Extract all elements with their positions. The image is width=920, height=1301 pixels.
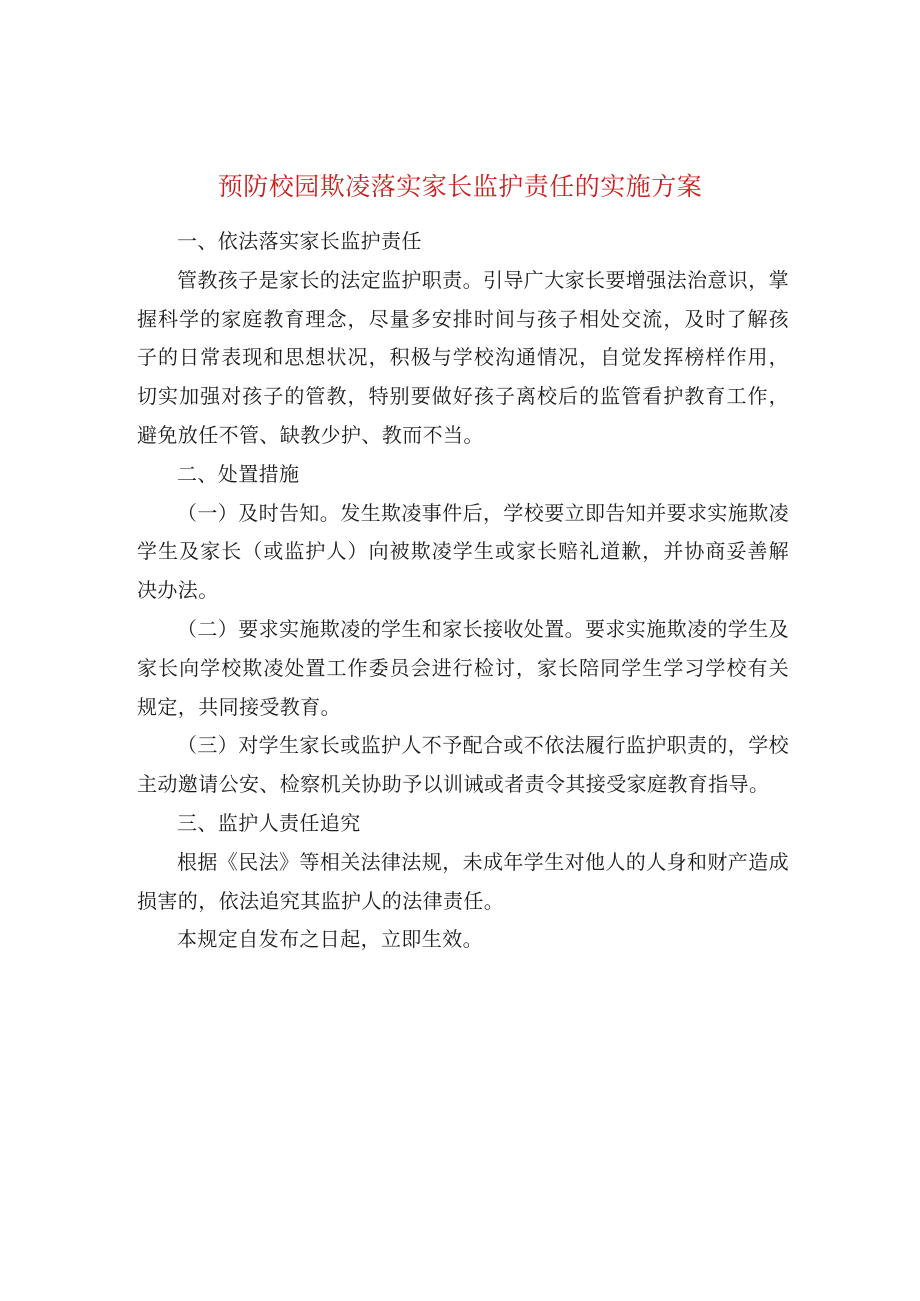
section-2-item-1: （一）及时告知。发生欺凌事件后，学校要立即告知并要求实施欺凌学生及家长（或监护人）向被欺凌学生或家长赔礼道歉，并协商妥善解决办法。 xyxy=(137,500,789,603)
section-1-heading: 一、依法落实家长监护责任 xyxy=(177,229,422,253)
section-2-item-3: （三）对学生家长或监护人不予配合或不依法履行监护职责的，学校主动邀请公安、检察机关协助予以训诫或者责令其接受家庭教育指导。 xyxy=(137,733,789,797)
section-2-item-2: （二）要求实施欺凌的学生和家长接收处置。要求实施欺凌的学生及家长向学校欺凌处置工作委员会进行检讨，家长陪同学生学习学校有关规定，共同接受教育。 xyxy=(137,616,789,719)
section-3-paragraph: 根据《民法》等相关法律法规，未成年学生对他人的人身和财产造成损害的，依法追究其监护人的法律责任。 xyxy=(137,849,789,913)
document-title: 预防校园欺凌落实家长监护责任的实施方案 xyxy=(217,172,703,201)
section-1-paragraph: 管教孩子是家长的法定监护职责。引导广大家长要增强法治意识，掌握科学的家庭教育理念，尽量多安排时间与孩子相处交流，及时了解孩子的日常表现和思想状况，积极与学校沟通情况，自觉发挥榜样作用，切实加强对孩子的管教，特别要做好孩子离校后的监管看护教育工作，避免放任不管、缺教少护、教而不当。 xyxy=(137,267,789,447)
section-2-heading: 二、处置措施 xyxy=(177,461,300,486)
section-3-heading: 三、监护人责任追究 xyxy=(177,810,361,835)
effective-statement: 本规定自发布之日起，立即生效。 xyxy=(177,927,483,952)
document-body xyxy=(137,222,789,959)
